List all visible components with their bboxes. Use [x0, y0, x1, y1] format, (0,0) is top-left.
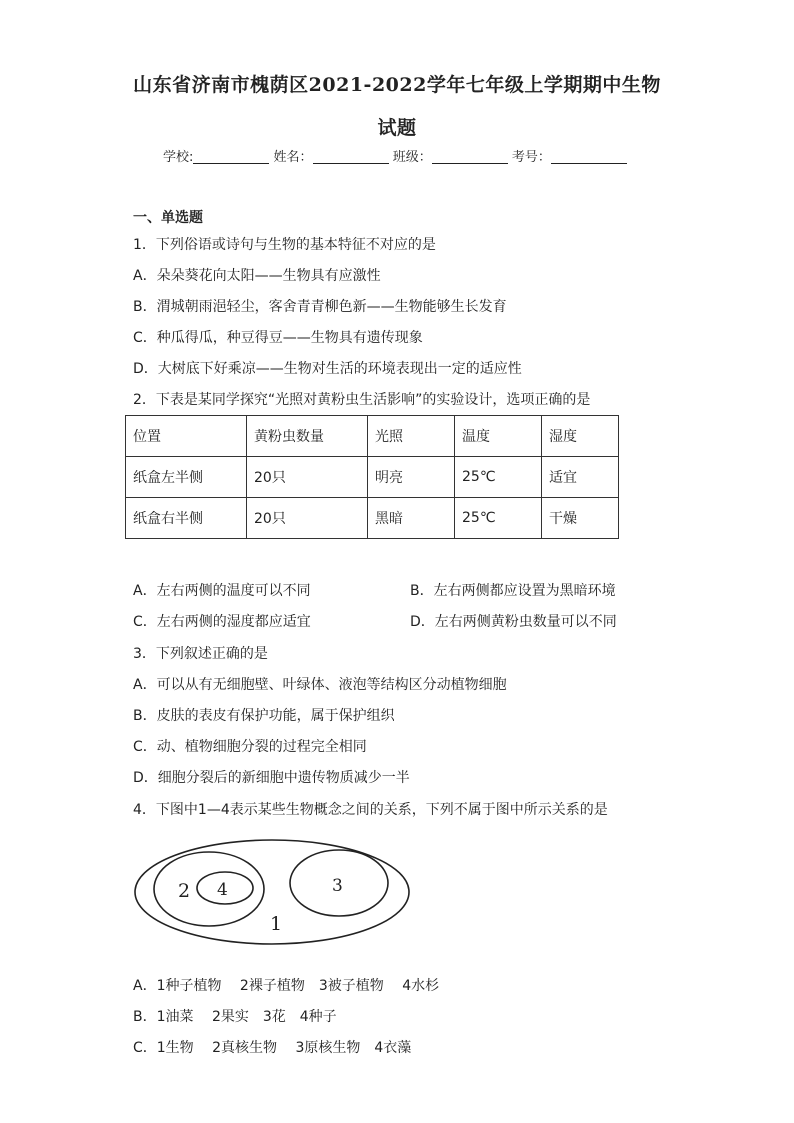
- q3-option-d: D．细胞分裂后的新细胞中遗传物质减少一半: [133, 770, 410, 786]
- q1-option-a: A．朵朵葵花向太阳——生物具有应激性: [133, 268, 381, 284]
- q1-option-b: B．渭城朝雨浥轻尘，客舍青青柳色新——生物能够生长发育: [133, 299, 507, 315]
- q4-option-a: A．1种子植物 2裸子植物 3被子植物 4水杉: [133, 978, 440, 994]
- table-cell: 25℃: [455, 498, 542, 539]
- table-cell: 25℃: [455, 457, 542, 498]
- section-heading: 一、单选题: [133, 210, 203, 226]
- name-blank[interactable]: [313, 149, 389, 164]
- q4-option-c: C．1生物 2真核生物 3原核生物 4衣藻: [133, 1040, 412, 1056]
- q3-option-a: A．可以从有无细胞壁、叶绿体、液泡等结构区分动植物细胞: [133, 677, 507, 693]
- q2-option-d: D．左右两侧黄粉虫数量可以不同: [410, 614, 617, 630]
- number-blank[interactable]: [551, 149, 627, 164]
- q2-option-c: C．左右两侧的湿度都应适宜: [133, 614, 311, 630]
- school-blank[interactable]: [193, 149, 269, 164]
- table-cell: 干燥: [542, 498, 619, 539]
- experiment-table: [125, 415, 619, 539]
- table-header-cell: 位置: [126, 416, 247, 457]
- q1-stem: 1．下列俗语或诗句与生物的基本特征不对应的是: [133, 237, 436, 253]
- class-blank[interactable]: [432, 149, 508, 164]
- table-cell: 20只: [247, 498, 368, 539]
- table-cell: 明亮: [368, 457, 455, 498]
- class-label: 班级：: [392, 150, 432, 165]
- exam-title-line2: 试题: [377, 117, 417, 139]
- table-header-cell: 光照: [368, 416, 455, 457]
- q3-stem: 3．下列叙述正确的是: [133, 646, 268, 662]
- q4-option-b: B．1油菜 2果实 3花 4种子: [133, 1009, 337, 1025]
- q2-option-a: A．左右两侧的温度可以不同: [133, 583, 311, 599]
- label-4: 4: [217, 880, 228, 900]
- name-label: 姓名：: [273, 150, 313, 165]
- label-2: 2: [178, 880, 191, 902]
- table-header-cell: 温度: [455, 416, 542, 457]
- table-cell: 黑暗: [368, 498, 455, 539]
- table-cell: 适宜: [542, 457, 619, 498]
- table-row: [126, 457, 619, 498]
- q2-stem: 2．下表是某同学探究“光照对黄粉虫生活影响”的实验设计，选项正确的是: [133, 392, 591, 408]
- q3-option-c: C．动、植物细胞分裂的过程完全相同: [133, 739, 367, 755]
- q2-option-b: B．左右两侧都应设置为黑暗环境: [410, 583, 616, 599]
- q1-option-d: D．大树底下好乘凉——生物对生活的环境表现出一定的适应性: [133, 361, 522, 377]
- table-cell: 纸盒左半侧: [126, 457, 247, 498]
- table-header-cell: 湿度: [542, 416, 619, 457]
- student-info-row: [163, 146, 627, 165]
- label-1: 1: [270, 913, 283, 935]
- q3-option-b: B．皮肤的表皮有保护功能，属于保护组织: [133, 708, 395, 724]
- q1-option-c: C．种瓜得瓜，种豆得豆——生物具有遗传现象: [133, 330, 423, 346]
- number-label: 考号：: [511, 150, 551, 165]
- ellipse-2: [154, 852, 264, 926]
- concept-venn-diagram: [130, 836, 414, 962]
- table-cell: 纸盒右半侧: [126, 498, 247, 539]
- label-3: 3: [332, 876, 343, 896]
- school-label: 学校:: [163, 150, 194, 165]
- table-header-row: [126, 416, 619, 457]
- table-header-cell: 黄粉虫数量: [247, 416, 368, 457]
- table-cell: 20只: [247, 457, 368, 498]
- q4-stem: 4．下图中1—4表示某些生物概念之间的关系，下列不属于图中所示关系的是: [133, 802, 608, 818]
- table-row: [126, 498, 619, 539]
- exam-title-line1: 山东省济南市槐荫区2021-2022学年七年级上学期期中生物: [133, 74, 661, 96]
